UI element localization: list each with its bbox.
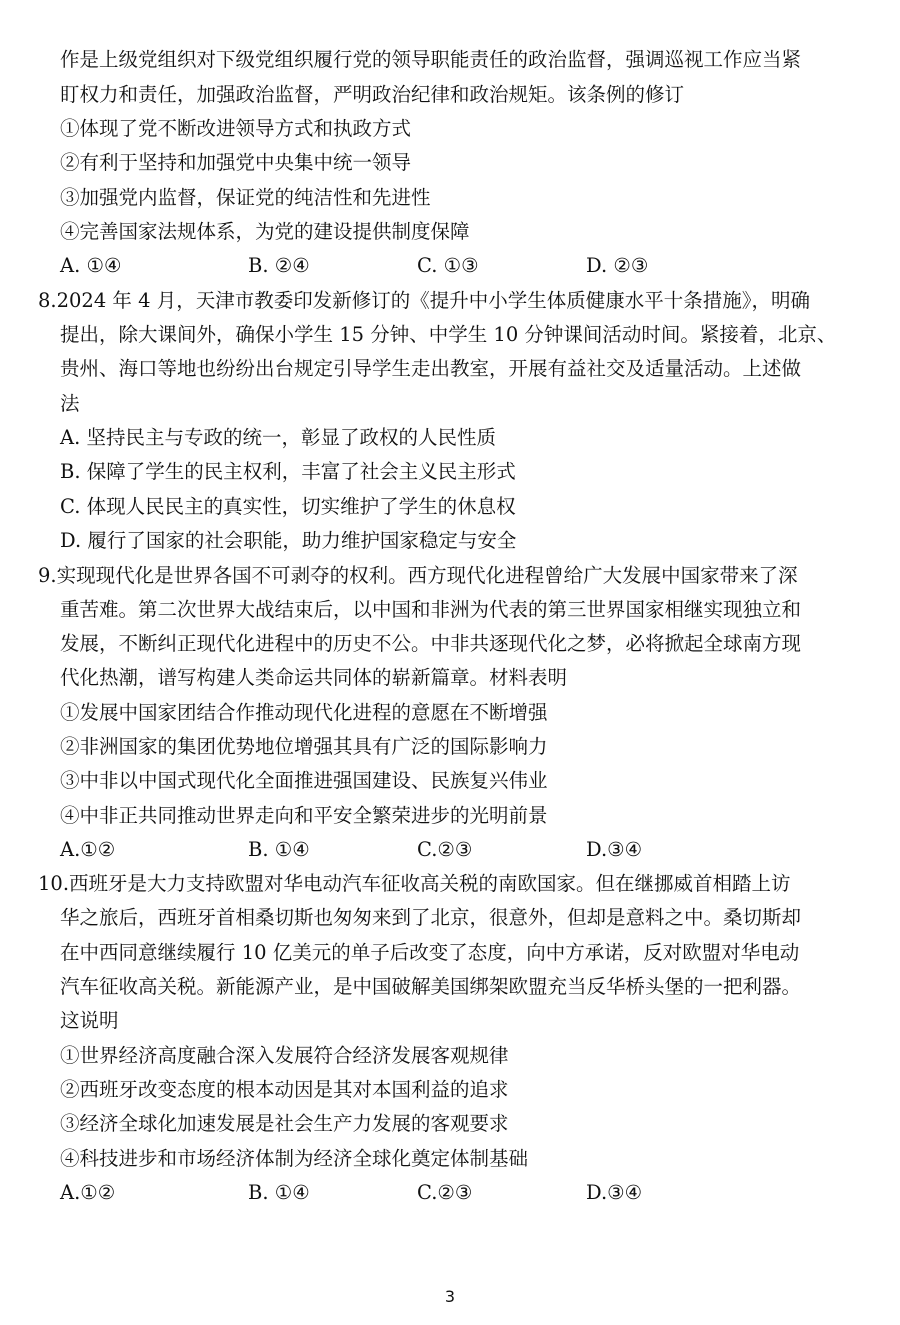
q8-stem-line: 8.2024 年 4 月，天津市教委印发新修订的《提升中小学生体质健康水平十条措施》，明确 <box>38 289 810 312</box>
q7-option-b: B. ②④ <box>248 254 310 277</box>
q9-statement-2: ②非洲国家的集团优势地位增强其具有广泛的国际影响力 <box>60 735 548 758</box>
q7-statement-4: ④完善国家法规体系，为党的建设提供制度保障 <box>60 220 470 243</box>
q9-stem-line: 发展，不断纠正现代化进程中的历史不公。中非共逐现代化之梦，必将掀起全球南方现 <box>60 632 802 655</box>
q7-text-line: 作是上级党组织对下级党组织履行党的领导职能责任的政治监督，强调巡视工作应当紧 <box>60 48 802 71</box>
q10-stem-line: 在中西同意继续履行 10 亿美元的单子后改变了态度，向中方承诺，反对欧盟对华电动 <box>60 941 800 964</box>
q10-stem-line: 华之旅后，西班牙首相桑切斯也匆匆来到了北京，很意外，但却是意料之中。桑切斯却 <box>60 906 802 929</box>
q10-option-d: D.③④ <box>586 1181 643 1204</box>
q10-statement-2: ②西班牙改变态度的根本动因是其对本国利益的追求 <box>60 1078 509 1101</box>
q9-option-d: D.③④ <box>586 838 643 861</box>
q10-option-b: B. ①④ <box>248 1181 310 1204</box>
q7-statement-3: ③加强党内监督，保证党的纯洁性和先进性 <box>60 186 431 209</box>
q8-option-d: D. 履行了国家的社会职能，助力维护国家稳定与安全 <box>60 529 517 552</box>
q7-statement-1: ①体现了党不断改进领导方式和执政方式 <box>60 117 412 140</box>
q8-stem-line: 贵州、海口等地也纷纷出台规定引导学生走出教室，开展有益社交及适量活动。上述做 <box>60 357 802 380</box>
q9-stem-line: 重苦难。第二次世界大战结束后，以中国和非洲为代表的第三世界国家相继实现独立和 <box>60 598 802 621</box>
q9-statement-4: ④中非正共同推动世界走向和平安全繁荣进步的光明前景 <box>60 804 548 827</box>
q7-option-a: A. ①④ <box>60 254 122 277</box>
q9-option-b: B. ①④ <box>248 838 310 861</box>
q10-stem-line: 这说明 <box>60 1009 119 1032</box>
q10-stem-line: 10.西班牙是大力支持欧盟对华电动汽车征收高关税的南欧国家。但在继挪威首相踏上访 <box>38 872 791 895</box>
q8-stem-line: 提出，除大课间外，确保小学生 15 分钟、中学生 10 分钟课间活动时间。紧接着，北京、 <box>60 323 837 346</box>
q10-option-a: A.①② <box>60 1181 116 1204</box>
q7-option-c: C. ①③ <box>417 254 479 277</box>
q7-statement-2: ②有利于坚持和加强党中央集中统一领导 <box>60 151 412 174</box>
q10-option-c: C.②③ <box>417 1181 473 1204</box>
q9-statement-1: ①发展中国家团结合作推动现代化进程的意愿在不断增强 <box>60 701 548 724</box>
q9-option-a: A.①② <box>60 838 116 861</box>
q10-stem-line: 汽车征收高关税。新能源产业，是中国破解美国绑架欧盟充当反华桥头堡的一把利器。 <box>60 975 802 998</box>
q10-statement-4: ④科技进步和市场经济体制为经济全球化奠定体制基础 <box>60 1147 529 1170</box>
q8-option-b: B. 保障了学生的民主权利，丰富了社会主义民主形式 <box>60 460 516 483</box>
q9-stem-line: 代化热潮，谱写构建人类命运共同体的崭新篇章。材料表明 <box>60 666 568 689</box>
q8-option-c: C. 体现人民民主的真实性，切实维护了学生的休息权 <box>60 495 516 518</box>
q10-statement-3: ③经济全球化加速发展是社会生产力发展的客观要求 <box>60 1112 509 1135</box>
q9-statement-3: ③中非以中国式现代化全面推进强国建设、民族复兴伟业 <box>60 769 548 792</box>
q7-option-d: D. ②③ <box>586 254 649 277</box>
q8-option-a: A. 坚持民主与专政的统一，彰显了政权的人民性质 <box>60 426 496 449</box>
page-number: 3 <box>444 1287 456 1306</box>
q9-option-c: C.②③ <box>417 838 473 861</box>
q10-statement-1: ①世界经济高度融合深入发展符合经济发展客观规律 <box>60 1044 509 1067</box>
q9-stem-line: 9.实现现代化是世界各国不可剥夺的权利。西方现代化进程曾给广大发展中国家带来了深 <box>38 564 798 587</box>
q7-text-line: 盯权力和责任，加强政治监督，严明政治纪律和政治规矩。该条例的修订 <box>60 83 685 106</box>
q8-stem-line: 法 <box>60 392 80 415</box>
